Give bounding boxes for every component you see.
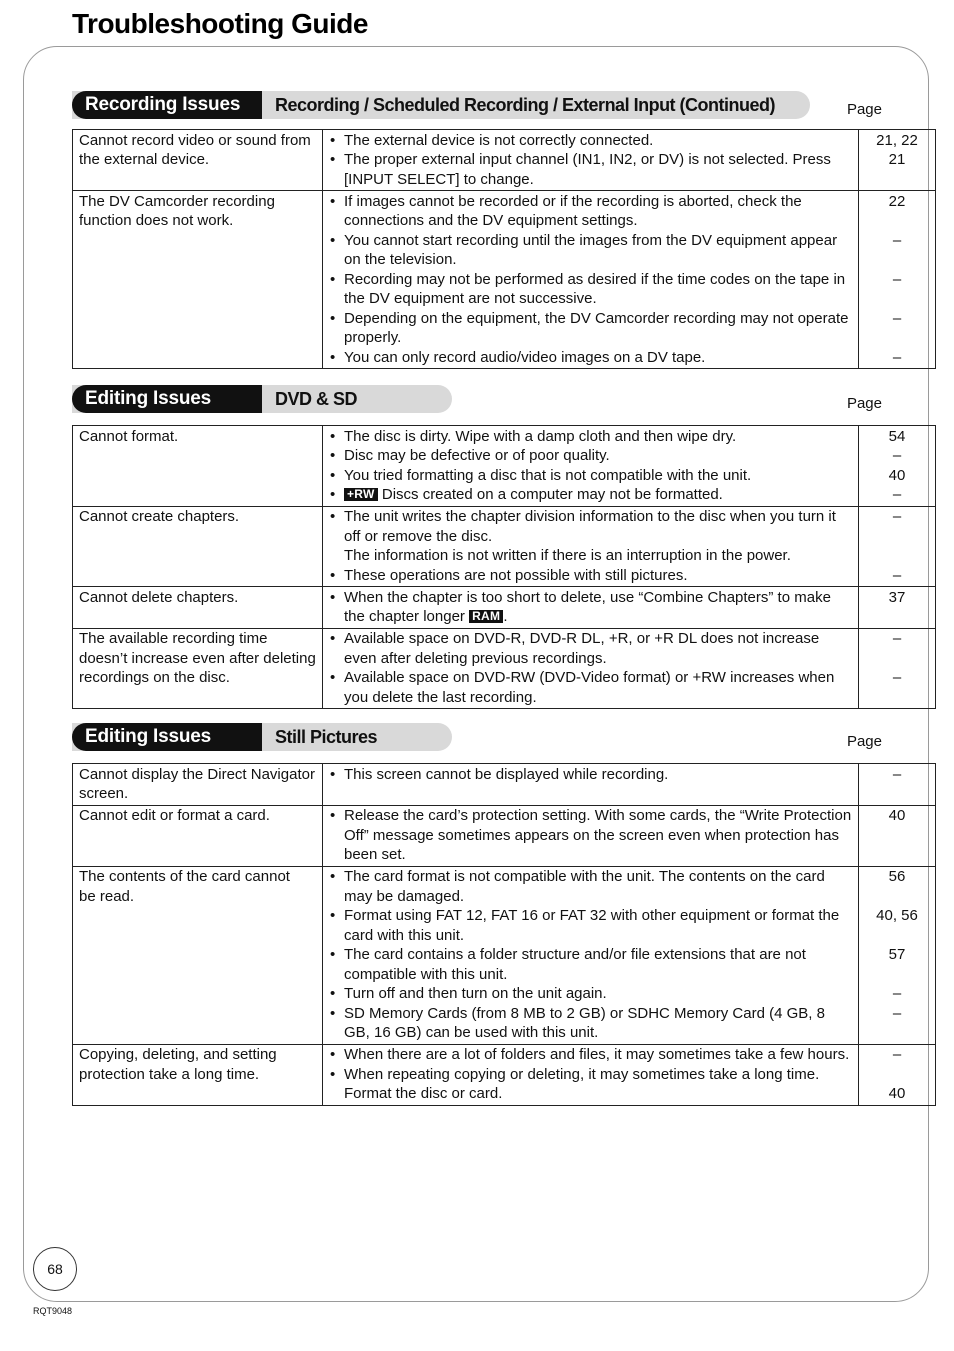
- table-row: [73, 426, 936, 507]
- section-editing-still-pictures: [72, 723, 918, 1102]
- problem-cell: Cannot record video or sound from the external device.: [73, 130, 323, 191]
- troubleshooting-table: [72, 129, 936, 369]
- page-cell: [859, 866, 936, 1044]
- cause-item: • The card contains a folder structure and/or file extensions that are not compatible with this unit.: [329, 945, 852, 984]
- page-ref: 22: [888, 192, 906, 210]
- cause-item: • The disc is dirty. Wipe with a damp cloth and then wipe dry.: [329, 427, 852, 447]
- document-code: RQT9048: [33, 1306, 73, 1316]
- page-ref: –: [892, 231, 902, 249]
- section-recording-issues: [72, 91, 918, 366]
- page-ref: 54: [888, 427, 906, 445]
- cause-item: • SD Memory Cards (from 8 MB to 2 GB) or SDHC Memory Card (4 GB, 8 GB, 16 GB) can be used with this unit.: [329, 1004, 852, 1043]
- problem-cell: Cannot edit or format a card.: [73, 805, 323, 866]
- cause-item: [329, 485, 852, 505]
- cause-item: • These operations are not possible with still pictures.: [329, 566, 852, 586]
- section-category-tab: Editing Issues: [72, 723, 262, 751]
- cause-cell: [323, 1044, 859, 1105]
- cause-cell: [323, 587, 859, 629]
- cause-item: • Depending on the equipment, the DV Camcorder recording may not operate properly.: [329, 309, 852, 348]
- section-header: [72, 723, 896, 753]
- page-ref: [865, 1065, 929, 1085]
- page-ref: –: [892, 447, 902, 464]
- cause-item: • Recording may not be performed as desired if the time codes on the tape in the DV equipment are not successive.: [329, 270, 852, 309]
- rw-disc-badge: +RW: [344, 488, 378, 501]
- page-ref: –: [892, 985, 902, 1002]
- cause-text: When the chapter is too short to delete, use “Combine Chapters” to make the chapter longer: [344, 588, 831, 625]
- page-ref: –: [892, 566, 902, 584]
- page-number: 68: [33, 1247, 77, 1291]
- page-title: Troubleshooting Guide: [72, 8, 368, 39]
- page-ref: [865, 965, 929, 985]
- page-ref: –: [892, 309, 902, 327]
- cause-item: • Turn off and then turn on the unit again.: [329, 984, 852, 1004]
- cause-item: • You cannot start recording until the images from the DV equipment appear on the television.: [329, 231, 852, 270]
- section-subtitle: Still Pictures: [275, 727, 378, 747]
- section-category-tab: Editing Issues: [72, 385, 262, 413]
- page-ref: –: [892, 486, 902, 503]
- cause-item: • Release the card’s protection setting. With some cards, the “Write Protection Off” message sometimes appears on the screen even when protection has been set.: [329, 806, 852, 865]
- cause-item: • This screen cannot be displayed while recording.: [329, 765, 852, 785]
- cause-item: [329, 588, 852, 627]
- problem-cell: Cannot delete chapters.: [73, 587, 323, 629]
- section-header: [72, 91, 896, 121]
- page-ref: [865, 887, 929, 907]
- section-editing-dvd-sd: [72, 385, 906, 706]
- cause-cell: [323, 805, 859, 866]
- page-ref: [865, 926, 929, 946]
- page-column-label: Page: [846, 733, 882, 750]
- page-ref: 40, 56: [876, 907, 918, 924]
- page-ref: [865, 289, 929, 309]
- cause-item: • When repeating copying or deleting, it may sometimes take a long time. Format the disc or card.: [329, 1065, 852, 1104]
- cause-item: • You can only record audio/video images on a DV tape.: [329, 348, 852, 368]
- cause-item: • The unit writes the chapter division information to the disc when you turn it off or remove the disc.: [329, 507, 852, 546]
- cause-cell: [323, 191, 859, 369]
- cause-cell: [323, 628, 859, 709]
- cause-note: The information is not written if there is an interruption in the power.: [344, 547, 791, 564]
- problem-cell: Copying, deleting, and setting protection take a long time.: [73, 1044, 323, 1105]
- problem-cell: [73, 866, 323, 1044]
- page-ref: –: [892, 1004, 902, 1022]
- page-ref: –: [892, 348, 902, 366]
- cause-text: Discs created on a computer may not be formatted.: [381, 486, 723, 503]
- cause-item: • Format using FAT 12, FAT 16 or FAT 32 with other equipment or format the card with this unit.: [329, 906, 852, 945]
- page-ref: [865, 546, 929, 566]
- page-column-label: Page: [846, 101, 882, 118]
- cause-item: • The external device is not correctly connected.: [329, 131, 852, 151]
- page-ref: –: [892, 508, 902, 525]
- cause-cell: [323, 506, 859, 587]
- table-row: [73, 191, 936, 369]
- table-row: [73, 866, 936, 1044]
- page-cell: [859, 426, 936, 507]
- page-ref: 56: [888, 868, 906, 885]
- page-ref: 40: [888, 466, 906, 484]
- page-cell: [859, 805, 936, 866]
- cause-cell: [323, 866, 859, 1044]
- page-ref: –: [892, 1046, 902, 1063]
- cause-item: • Available space on DVD-R, DVD-R DL, +R, or +R DL does not increase even after deleting previous recordings.: [329, 629, 852, 668]
- cause-item: • The card format is not compatible with the unit. The contents on the card may be damaged.: [329, 867, 852, 906]
- page-ref: 21, 22: [876, 131, 918, 149]
- cause-item: • If images cannot be recorded or if the recording is aborted, check the connections and the DV equipment settings.: [329, 192, 852, 231]
- page-cell: [859, 191, 936, 369]
- page-ref: 57: [888, 946, 906, 963]
- problem-cell: Cannot create chapters.: [73, 506, 323, 587]
- page-ref: –: [892, 765, 902, 783]
- table-row: [73, 1044, 936, 1105]
- page-ref: 37: [888, 588, 906, 606]
- page-cell: [859, 587, 936, 629]
- page-ref: 40: [888, 807, 906, 824]
- troubleshooting-table: [72, 763, 936, 1106]
- page-cell: [859, 506, 936, 587]
- table-row: [73, 805, 936, 866]
- page-ref: –: [892, 630, 902, 647]
- page-ref: [865, 328, 929, 348]
- cause-item: • Disc may be defective or of poor quality.: [329, 446, 852, 466]
- problem-line: The contents of the card cannot: [79, 868, 290, 885]
- page-column-label: Page: [846, 395, 882, 412]
- table-row: [73, 506, 936, 587]
- page-ref: [865, 250, 929, 270]
- problem-cell: The available recording time doesn’t increase even after deleting recordings on the disc.: [73, 628, 323, 709]
- problem-cell: Cannot format.: [73, 426, 323, 507]
- section-subtitle: DVD & SD: [275, 389, 358, 409]
- cause-item: • The proper external input channel (IN1, IN2, or DV) is not selected. Press [INPUT SELECT] to change.: [329, 150, 852, 189]
- section-subtitle: Recording / Scheduled Recording / External Input (Continued): [275, 95, 776, 115]
- problem-cell: Cannot display the Direct Navigator screen.: [73, 764, 323, 806]
- cause-item: • You tried formatting a disc that is not compatible with the unit.: [329, 466, 852, 486]
- table-row: [73, 587, 936, 629]
- cause-cell: [323, 426, 859, 507]
- page-ref: [865, 649, 929, 669]
- page-ref: 21: [888, 151, 906, 168]
- page-ref: –: [892, 669, 902, 686]
- section-header: [72, 385, 896, 415]
- table-row: [73, 628, 936, 709]
- page-cell: [859, 130, 936, 191]
- page-ref: [865, 527, 929, 547]
- section-category-tab: Recording Issues: [72, 91, 262, 119]
- cause-item: • When there are a lot of folders and files, it may sometimes take a few hours.: [329, 1045, 852, 1065]
- cause-item: • Available space on DVD-RW (DVD-Video format) or +RW increases when you delete the last recording.: [329, 668, 852, 707]
- ram-disc-badge: RAM: [469, 610, 503, 623]
- cause-text-end: .: [503, 608, 508, 625]
- page-ref: –: [892, 270, 902, 288]
- cause-cell: [323, 764, 859, 806]
- troubleshooting-table: [72, 425, 936, 709]
- page-cell: [859, 1044, 936, 1105]
- problem-cell: The DV Camcorder recording function does not work.: [73, 191, 323, 369]
- problem-line: be read.: [79, 887, 135, 905]
- table-row: [73, 130, 936, 191]
- page-cell: [859, 628, 936, 709]
- page-cell: [859, 764, 936, 806]
- table-row: [73, 764, 936, 806]
- cause-cell: [323, 130, 859, 191]
- page-ref: 40: [888, 1085, 906, 1102]
- page-ref: [865, 211, 929, 231]
